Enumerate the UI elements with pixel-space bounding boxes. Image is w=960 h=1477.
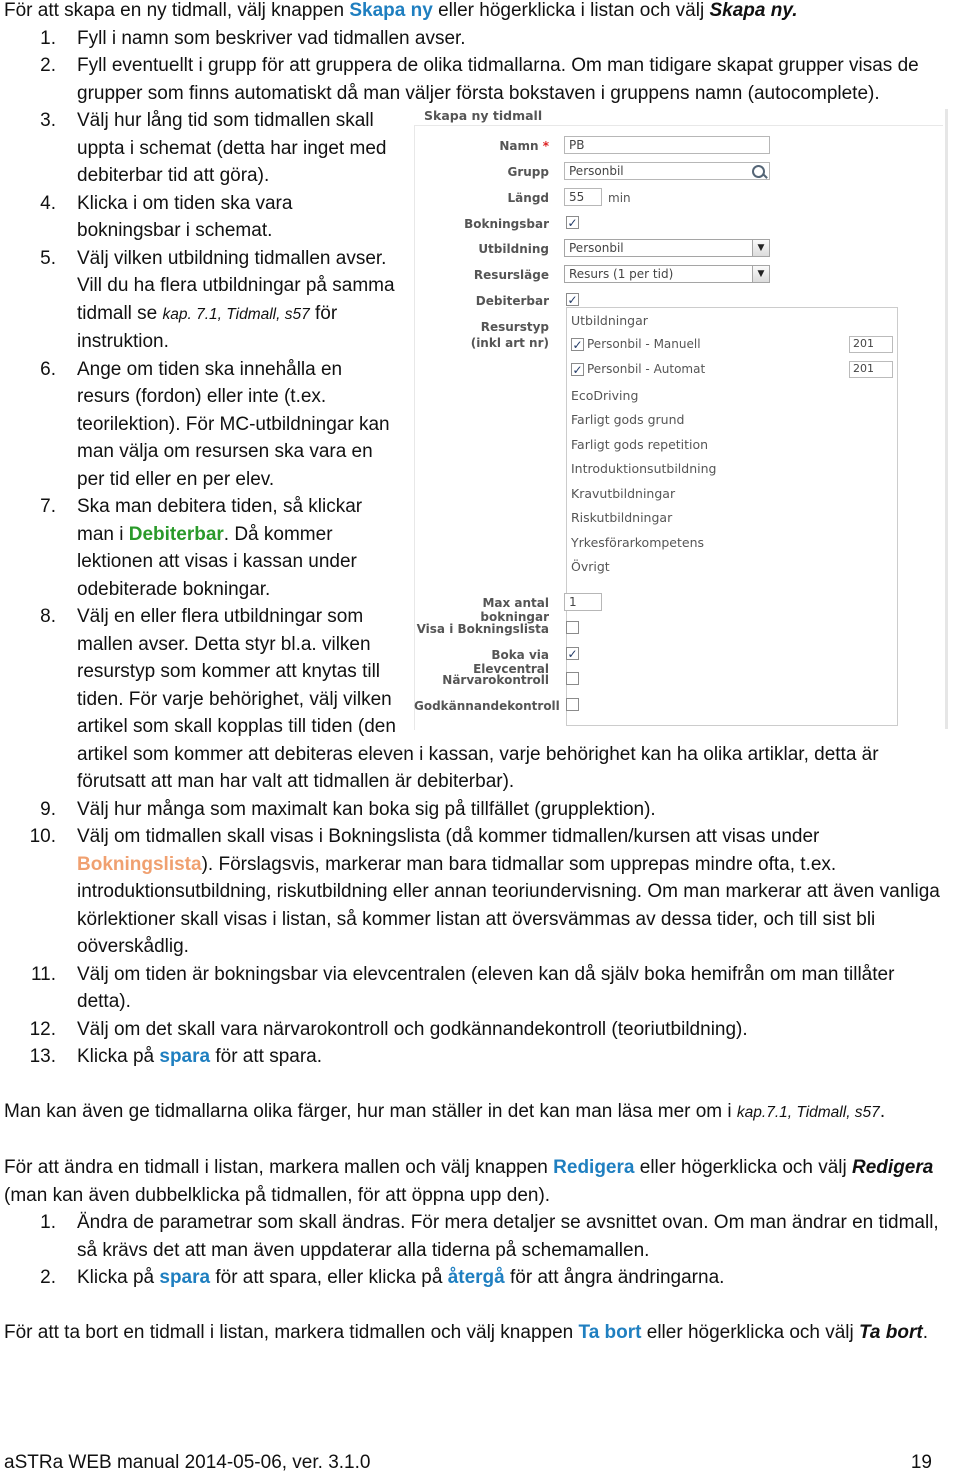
step-11: 11. Välj om tiden är bokningsbar via elevcentralen (eleven kan då själv boka hemifrån om man tillåter detta). [30,963,895,1012]
page-number: 19 [910,1452,932,1473]
list-item[interactable]: Farligt gods repetition [571,437,709,452]
edit-steps-list [4,1209,944,1292]
delete-text-2: eller högerklicka och välj [641,1322,860,1343]
resurslage-label: Resursläge [473,268,549,282]
create-steps-list [4,25,944,1071]
edit-text-3: (man kan även dubbelklicka på tidmallen, för att öppna upp den). [4,1184,551,1206]
form-title: Skapa ny tidmall [424,108,543,123]
list-item[interactable]: Riskutbildningar [571,510,673,525]
step-10-text: Välj om tidmallen skall visas i Bokningslista (då kommer tidmallen/kursen att visas under [77,826,820,847]
delete-paragraph [4,1319,944,1347]
list-item[interactable]: Personbil - Automat [587,362,706,376]
step-5-ref: kap. 7.1, Tidmall, s57 [162,305,310,323]
narvaro-label: Närvarokontroll [442,673,549,687]
step-13-text-2: för att spara. [210,1046,323,1067]
color-text: Man kan även ge tidmallarna olika färger, hur man ställer in det kan man läsa mer om i [4,1101,737,1122]
step-3: Skapa ny tidmall Namn * PB Grupp Personbil Längd 55 min Bokningsbar ✓ Utbildning Personbil ▼ Resursläge Resurs (1 per tid) ▼ Debiterbar ✓ Resurstyp (inkl art nr) Utbildningar ✓ Personbil - Manuell 201 ✓ Personbil - Automat 201 EcoDriving Farligt gods grund Farligt gods repetition Introduktionsutbildning Kravutbildningar Riskutbildningar Yrkesförarkompetens Övrigt Max antal bokningar 1 Visa i Bokningslista Boka via Elevcentral ✓ Närvarokontroll Godkännandekontroll 3. Välj hur lång tid som tidmallen skall uppta i schemat (detta har inget med debiterbar tid att göra). [4,107,944,190]
resurstyp-sublabel: (inkl art nr) [470,336,549,350]
spara-link[interactable]: spara [159,1046,211,1067]
list-item[interactable]: EcoDriving [571,388,639,403]
bokningsbar-label: Bokningsbar [464,217,549,231]
list-item[interactable]: Kravutbildningar [571,486,676,501]
resurstyp-label: Resurstyp [480,320,549,334]
skapa-ny-link[interactable]: Skapa ny [349,0,433,21]
list-item[interactable]: Personbil - Manuell [587,337,701,351]
step-1: 1. Fyll i namn som beskriver vad tidmallen avser. [40,27,466,49]
redigera-menu-ref: Redigera [852,1157,934,1178]
step-6-text: Ange om tiden ska innehålla en resurs (fordon) eller inte (t.ex. teorilektion). För MC-utbildningar kan man välja om resursen ska vara en per tid eller en per elev. [77,358,390,490]
debiterbar-link[interactable]: Debiterbar [128,523,224,545]
edit-step-2-text-3: för att ångra ändringarna. [504,1267,725,1288]
debiterbar-checkbox[interactable]: ✓ [567,293,578,307]
step-3-text: Välj hur lång tid som tidmallen skall uppta i schemat (detta har inget med debiterbar tid att göra). [77,110,387,186]
delete-text: För att ta bort en tidmall i listan, markera tidmallen och välj knappen [4,1322,579,1343]
color-ref: kap.7.1, Tidmall, s57 [736,1104,880,1121]
godkand-label: Godkännandekontroll [414,699,560,713]
spara-link[interactable]: spara [159,1267,211,1288]
step-8-text: Välj en eller flera utbildningar som mallen avser. Detta styr bl.a. vilken resurstyp som kommer att knytas till tiden. För varje behörighet, välj vilken artikel som skall kopplas till tiden (den artikel som kommer att debiteras eleven i kassan, varje behörighet kan ha olika artiklar, detta är förutsatt att man har valt att tidmallen är debiterbar). [77,606,879,792]
personbil-manuell-checkbox[interactable]: ✓ [572,338,583,352]
step-6: 6. Ange om tiden ska innehålla en resurs (fordon) eller inte (t.ex. teorilektion). För MC-utbildningar kan man välja om resursen ska vara en per tid eller en per elev. [40,358,390,490]
step-10-text-2: ). Förslagsvis, markerar man bara tidmallar som upprepas mindre ofta, t.ex. introduktionsutbildning, riskutbildning eller annan teoriundervisning. Om man markerar att även vanliga körlektioner skall visas i listan, så kommer listan att översvämmas av dessa tider, och till sist bli oöverskådlig. [77,853,940,957]
boka-checkbox[interactable]: ✓ [567,647,578,661]
step-7-text-2: . Då kommer lektionen att visas i kassan under odebiterade bokningar. [77,523,357,600]
boka-label: Boka via Elevcentral [473,648,549,676]
document-page [4,0,944,1347]
step-13: 13. Klicka på spara för att spara. [29,1046,323,1067]
step-5: 5. Välj vilken utbildning tidmallen avser. Vill du ha flera utbildningar på samma tidmall se kap. 7.1, Tidmall, s57 för instruktion. [40,247,395,352]
step-9-text: Välj hur många som maximalt kan boka sig på tillfället (grupplektion). [77,798,656,820]
step-2: 2. Fyll eventuellt i grupp för att gruppera de olika tidmallarna. Om man tidigare skapat grupper visas de grupper som finns automatiskt då man väljer första bokstaven i gruppens namn (autocomplete). [40,55,919,104]
chevron-down-icon[interactable]: ▼ [752,240,769,256]
color-text-2: . [879,1101,886,1122]
max-input[interactable]: 1 [564,593,602,611]
utbildning-label: Utbildning [478,242,549,256]
ta-bort-menu-ref: Ta bort [859,1322,923,1343]
grupp-label: Grupp [507,165,549,179]
step-13-text: Klicka på [77,1046,160,1067]
edit-step-2: 2. Klicka på spara för att spara, eller klicka på återgå för att ångra ändringarna. [40,1267,725,1288]
edit-paragraph [4,1154,944,1209]
step-9: 9. Välj hur många som maximalt kan boka sig på tillfället (grupplektion). [40,798,656,820]
step-4-text: Klicka i om tiden ska vara bokningsbar i schemat. [77,192,293,241]
bokningsbar-checkbox[interactable]: ✓ [567,216,578,230]
list-item[interactable]: Introduktionsutbildning [571,461,717,476]
personbil-automat-checkbox[interactable]: ✓ [572,363,583,377]
edit-step-1: 1. Ändra de parametrar som skall ändras. För mera detaljer se avsnittet ovan. Om man ändrar en tidmall, så krävs det att man även uppdaterar alla tiderna på schemamallen. [40,1212,939,1261]
footer-title: aSTRa WEB manual 2014-05-06, ver. 3.1.0 [4,1452,371,1473]
namn-input[interactable]: PB [564,136,770,154]
redigera-link[interactable]: Redigera [553,1157,635,1178]
atergaa-link[interactable]: återgå [447,1267,505,1288]
max-label: Max antal bokningar [480,596,549,624]
step-12: 12. Välj om det skall vara närvarokontroll och godkännandekontroll (teoriutbildning). [29,1018,748,1040]
article-input[interactable]: 201 [849,361,893,378]
color-paragraph [4,1098,944,1127]
step-4: 4. Klicka i om tiden ska vara bokningsbar i schemat. [40,192,293,241]
step-11-text: Välj om tiden är bokningsbar via elevcentralen (eleven kan då själv boka hemifrån om man tillåter detta). [77,963,895,1012]
step-2-text: Fyll eventuellt i grupp för att gruppera de olika tidmallarna. Om man tidigare skapat grupper visas de grupper som finns automatiskt då man väljer första bokstaven i gruppens namn (autocomplete). [77,55,919,104]
page-footer [4,1449,932,1477]
delete-text-3: . [922,1322,928,1343]
chevron-down-icon[interactable]: ▼ [752,266,769,282]
list-item[interactable]: Övrigt [571,559,610,574]
visa-label: Visa i Bokningslista [416,622,549,636]
edit-text-2: eller högerklicka och välj [634,1157,853,1178]
resurslage-select[interactable]: Resurs (1 per tid) ▼ [564,265,770,283]
list-item[interactable]: Farligt gods grund [571,412,685,427]
ta-bort-link[interactable]: Ta bort [578,1322,642,1343]
edit-text: För att ändra en tidmall i listan, markera mallen och välj knappen [4,1157,554,1178]
article-input[interactable]: 201 [849,336,893,353]
langd-label: Längd [507,191,549,205]
edit-step-1-text: Ändra de parametrar som skall ändras. För mera detaljer se avsnittet ovan. Om man ändrar en tidmall, så krävs det att man även uppdaterar alla tiderna på schemamallen. [77,1212,939,1261]
grupp-input[interactable]: Personbil [564,162,770,180]
intro-text-2: eller högerklicka i listan och välj [432,0,710,21]
edit-step-2-text: Klicka på [77,1267,160,1288]
edit-step-2-text-2: för att spara, eller klicka på [210,1267,448,1288]
step-1-text: Fyll i namn som beskriver vad tidmallen avser. [77,27,466,49]
step-10: 10. Välj om tidmallen skall visas i Bokningslista (då kommer tidmallen/kursen att visas under Bokningslista). Förslagsvis, markerar man bara tidmallar som upprepas mindre ofta, t.ex. introduktionsutbildning, riskutbildning eller annan teoriundervisning. Om man markerar att även vanliga körlektioner skall visas i listan, så kommer listan att översvämmas av dessa tider, och till sist bli oöverskådlig. [29,826,940,957]
skapa-ny-menu-ref: Skapa ny. [709,0,798,21]
step-5-text-2: för instruktion. [77,302,338,352]
langd-unit: min [608,191,631,205]
intro-text: För att skapa en ny tidmall, välj knappen [4,0,350,21]
list-header[interactable]: Utbildningar [571,313,648,328]
list-item[interactable]: Yrkesförarkompetens [571,535,705,550]
namn-label: Namn * [499,139,549,153]
intro-paragraph [4,0,944,25]
step-7: 7. Ska man debitera tiden, så klickar man i Debiterbar. Då kommer lektionen att visas i kassan under odebiterade bokningar. [40,496,363,600]
langd-input[interactable]: 55 [564,188,602,206]
bokningslista-link[interactable]: Bokningslista [77,853,202,875]
step-7-text: Ska man debitera tiden, så klickar man i [77,496,363,545]
step-5-text: Välj vilken utbildning tidmallen avser. Vill du ha flera utbildningar på samma tidmall se [77,247,395,324]
step-8: 8. Välj en eller flera utbildningar som mallen avser. Detta styr bl.a. vilken resurstyp som kommer att knytas till tiden. För varje behörighet, välj vilken artikel som skall kopplas till tiden (den artikel som kommer att debiteras eleven i kassan, varje behörighet kan ha olika artiklar, detta är förutsatt att man har valt att tidmallen är debiterbar). [40,606,879,792]
utbildning-select[interactable]: Personbil ▼ [564,239,770,257]
debiterbar-label: Debiterbar [475,294,549,308]
step-12-text: Välj om det skall vara närvarokontroll och godkännandekontroll (teoriutbildning). [77,1018,748,1040]
